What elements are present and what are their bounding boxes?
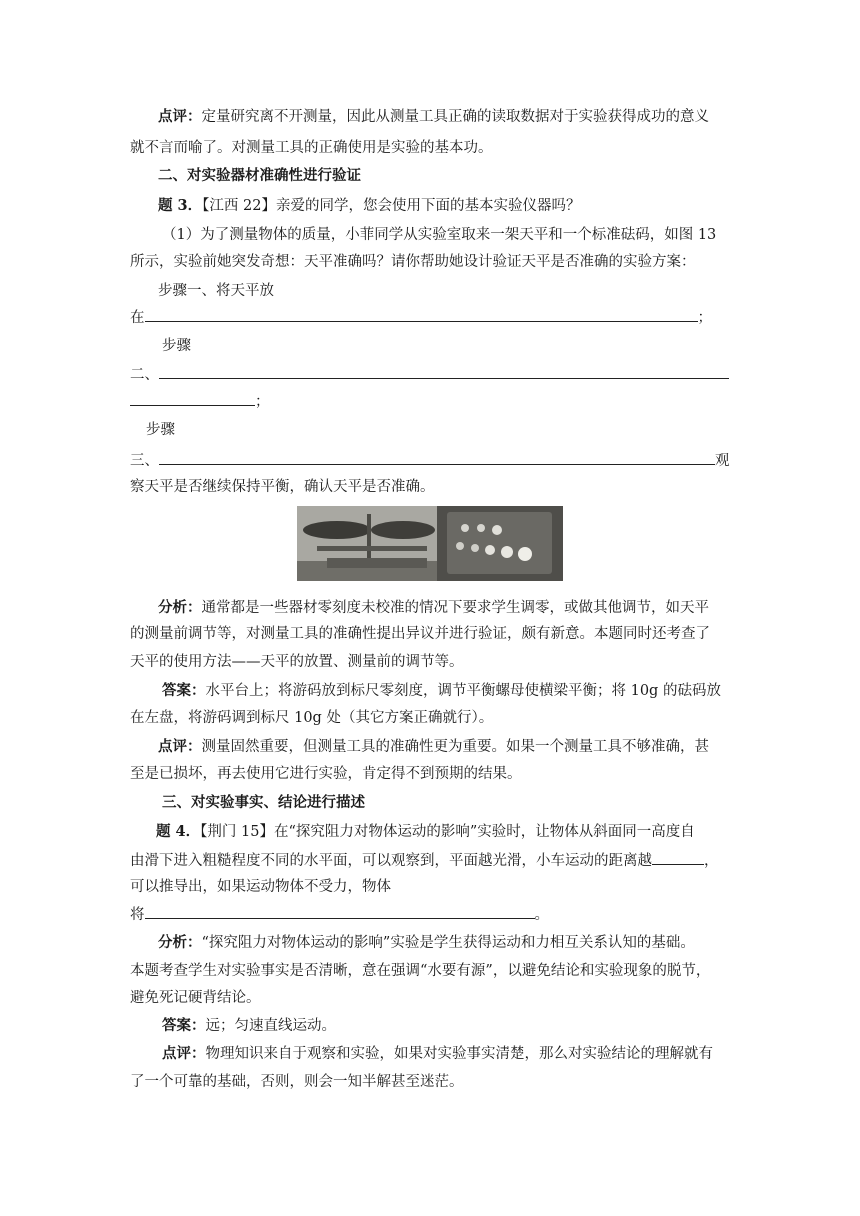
question-4-text: 在“探究阻力对物体运动的影响”实验时，让物体从斜面同一高度自	[273, 824, 695, 840]
question-4-line-2	[130, 850, 719, 871]
answer-blank-step-1[interactable]	[145, 307, 698, 322]
step-2-prefix: 二、	[130, 367, 159, 383]
answer-line-2: 在左盘，将游码调到标尺 10g 处（其它方案正确就行）。	[130, 710, 494, 726]
question-3-source: 【江西 22】	[202, 198, 276, 214]
comment-label-2: 点评：	[158, 738, 202, 755]
step-1-blank-line	[130, 307, 712, 328]
answer-blank-motion[interactable]	[145, 904, 535, 919]
question-4-source: 【荆门 15】	[200, 824, 274, 840]
answer-2-line	[162, 1016, 336, 1036]
step-3-continuation: 察天平是否继续保持平衡，确认天平是否准确。	[130, 479, 435, 495]
comment-text: 定量研究离不开测量，因此从测量工具正确的读取数据对于实验获得成功的意义	[201, 109, 709, 125]
comment-2-label: 点评：	[162, 1045, 206, 1062]
analysis-2-line-2: 本题考查学生对实验事实是否清晰，意在强调“水要有源”，以避免结论和实验现象的脱节，	[130, 963, 711, 979]
answer-line-1	[162, 681, 721, 701]
analysis-line-1	[158, 598, 709, 618]
comment-2-line-1	[162, 1044, 713, 1064]
balance-and-weights-photo	[297, 506, 563, 581]
analysis-2-label: 分析：	[158, 934, 202, 951]
question-3-part1-line2: 所示，实验前她突发奇想：天平准确吗？请你帮助她设计验证天平是否准确的实验方案：	[130, 254, 696, 270]
question-3-part1-line1: （1）为了测量物体的质量，小菲同学从实验室取来一架天平和一个标准砝码，如图 13	[162, 227, 717, 243]
answer-2-text: 远；匀速直线运动。	[205, 1018, 336, 1034]
analysis-label: 分析：	[158, 599, 202, 616]
question-4-comma: ，	[704, 853, 719, 869]
step-3-label: 步骤	[146, 422, 175, 438]
comment-text-2: 测量固然重要，但测量工具的准确性更为重要。如果一个测量工具不够准确，甚	[201, 739, 709, 755]
step-3-blank-line	[130, 450, 730, 471]
answer-blank-step-3[interactable]	[159, 450, 715, 465]
analysis-2-line-3: 避免死记硬背结论。	[130, 990, 261, 1006]
answer-blank-step-2b[interactable]	[130, 391, 255, 406]
comment-line	[158, 107, 709, 127]
step-3-prefix: 三、	[130, 453, 159, 469]
analysis-line-3: 天平的使用方法——天平的放置、测量前的调节等。	[130, 654, 464, 670]
step-1-label: 步骤一、将天平放	[158, 283, 274, 299]
comment-2-line-2: 了一个可靠的基础，否则，则会一知半解甚至迷茫。	[130, 1074, 464, 1090]
question-4-text-2: 由滑下进入粗糙程度不同的水平面，可以观察到，平面越光滑，小车运动的距离越	[130, 853, 652, 869]
step-1-prefix: 在	[130, 310, 145, 326]
answer-text: 水平台上；将游码放到标尺零刻度，调节平衡螺母使横梁平衡；将 10g 的砝码放	[205, 683, 721, 699]
question-4-line-3: 可以推导出，如果运动物体不受力，物体	[130, 879, 391, 895]
analysis-2-line-1	[158, 933, 695, 953]
answer-label: 答案：	[162, 682, 206, 699]
answer-blank-distance[interactable]	[652, 850, 704, 865]
question-4-period: 。	[534, 907, 549, 923]
step-2-label: 步骤	[162, 338, 191, 354]
comment-line-2: 就不言而喻了。对测量工具的正确使用是实验的基本功。	[130, 140, 493, 156]
question-4-line	[156, 822, 695, 842]
comment-label: 点评：	[158, 108, 202, 125]
question-3-line	[158, 196, 580, 216]
analysis-text: 通常都是一些器材零刻度未校准的情况下要求学生调零，或做其他调节，如天平	[201, 600, 709, 616]
question-4-label: 题 4．	[156, 823, 201, 840]
analysis-2-text: “探究阻力对物体运动的影响”实验是学生获得运动和力相互关系认知的基础。	[201, 935, 695, 951]
comment-line-3	[158, 737, 709, 757]
section-heading-3: 三、对实验事实、结论进行描述	[162, 794, 365, 811]
step-2-blank-line	[130, 364, 729, 385]
step-3-suffix: 观	[715, 453, 730, 469]
comment-2-text: 物理知识来自于观察和实验，如果对实验事实清楚，那么对实验结论的理解就有	[205, 1046, 713, 1062]
step-2-suffix: ；	[255, 394, 270, 410]
step-2-blank-line-2	[130, 391, 270, 412]
question-3-text: 亲爱的同学，您会使用下面的基本实验仪器吗？	[275, 198, 581, 214]
question-4-blank-line	[130, 904, 549, 925]
question-3-label: 题 3．	[158, 197, 203, 214]
comment-line-4: 至是已损坏，再去使用它进行实验，肯定得不到预期的结果。	[130, 766, 522, 782]
answer-2-label: 答案：	[162, 1017, 206, 1034]
analysis-line-2: 的测量前调节等，对测量工具的准确性提出异议并进行验证，颇有新意。本题同时还考查了	[130, 626, 710, 642]
question-4-prefix: 将	[130, 907, 145, 923]
answer-blank-step-2a[interactable]	[159, 364, 729, 379]
step-1-suffix: ；	[697, 310, 712, 326]
section-heading-2: 二、对实验器材准确性进行验证	[158, 167, 361, 184]
